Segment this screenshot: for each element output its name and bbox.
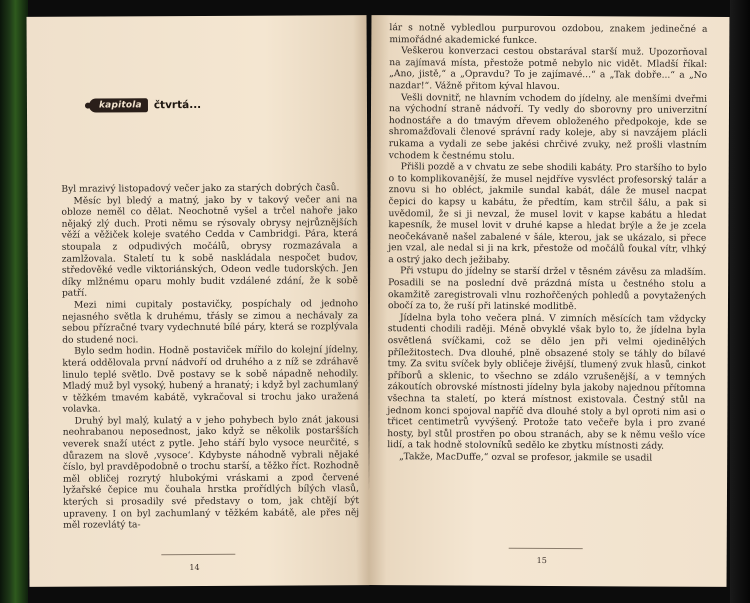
paragraph: Druhý byl malý, kulatý a v jeho pohybech bylo znát jakousi neohrabanou neposednost, jako když se několik postaršších veverek snaží utéct z pytle. Jeho stáří bylo vysoce neurčité, s důrazem na slově ‚vysoce‘. Kdybyste náhodně vybrali nějaké číslo, byl pravděpodobně o trochu starší, a těžko říct. Rozhodně měl obličej rozrytý hlubokými vráskami a zpod červené lyžařské čepice mu čouhala hrstka prořídlých bílých vlasů, kterých si prosadily své představy o tom, jak chtějí být upraveny. I on byl zachumlaný v těžkém kabátě, ale přes něj měl rozevlátý ta- xyxy=(62,415,360,531)
paragraph: Veškerou konverzaci cestou obstarával starší muž. Upozorňoval na zajímavá místa, přestože potmě nebylo nic vidět. Mladší říkal: „Ano, jistě,“ a „Opravdu? To je zajímavé...“ a „Tak dobře...“ a „No nazdar!“. Vážně přitom kýval hlavou. xyxy=(389,46,708,93)
page-number: 14 xyxy=(189,562,200,573)
paragraph: Bylo sedm hodin. Hodně postaviček mířilo do kolejní jídelny, která oddělovala první nádvoří od druhého a z níž se zdráhavě linulo teplé světlo. Dvě postavy se k sobě nápadně nehodily. Mladý muž byl vysoký, hubený a hranatý; i když byl zachumlaný v těžkém tmavém kabátě, vykračoval si trochu jako uražená volavka. xyxy=(62,345,359,415)
paragraph: Jídelna byla toho večera plná. V zimních měsících tam vždycky studenti chodili raději. Méně obvyklé však bylo to, že jídelna byla osvětlená svíčkami, což se dělo jen při velmi ojedinělých příležitostech. Dva dlouhé, plně obsazené stoly se táhly do bílavé tmy. Za svitu svíček byly obličeje živější, tlumený zvuk hlasů, cinkot příborů a sklenic, to všechno se zdálo vzrušenější, a v temných zákoutích obrovské místnosti jídelny byla jakoby najednou přítomna všechna ta staletí, po která místnost existovala. Čestný stůl na jednom konci spojoval napříč dva dlouhé stoly a byl oproti nim asi o třicet centimetrů vyvýšený. Protože tato večeře byla i pro zvané hosty, byl stůl prostřen po obou stranách, aby se k němu vešlo více lidí, a tak hodně stolovníků sedělo ke zbytku místnosti zády. xyxy=(387,313,706,452)
paragraph: „Takže, MacDuffe,“ ozval se profesor, jakmile se usadil xyxy=(399,452,653,464)
chapter-badge: kapitola xyxy=(89,98,148,112)
footer-rule xyxy=(161,554,235,555)
paragraph: Přišli pozdě a v chvatu ze sebe shodili kabáty. Pro staršího to bylo o to komplikovanější, že musel nejdříve vysvléct profesorský talár a znovu si ho obléct, jakmile sundal kabát, dále že musel nacpat čepici do kapsy u kabátu, že předtím, kam strčil šálu, a pak si uvědomil, že si ji nevzal, že musel lovit v kapse kabátu a hledat kapesník, že musel lovit v druhé kapse a hledat brýle a že je zcela neočekávaně našel zabalené v šále, kterou, jak se ukázalo, si přece jen vzal, ale nedal si ji na krk, přestože od močálů foukal vítr, vlhký a ostrý jako dech ježibaby. xyxy=(388,162,707,266)
right-page xyxy=(369,15,730,587)
paragraph: lár s notně vybledlou purpurovou ozdobou, znakem jedinečné a mimořádné akademické funkce. xyxy=(389,23,708,46)
left-page xyxy=(27,15,370,587)
paragraph: Mezi nimi cupitaly postavičky, pospíchaly od jednoho nejasného světla k druhému, třásly se zimou a nechávaly za sebou přízračné tvary vydechnuté bílé páry, která se rozplývala do studené noci. xyxy=(62,299,359,346)
paragraph: Při vstupu do jídelny se starší držel v těsném závěsu za mladším. Posadili se na poslední dvě prázdná místa u čestného stolu a okamžitě zaregistrovali vlnu rozhořčených pohledů a povytažených obočí za to, že ruší při latinské modlitbě. xyxy=(387,266,707,313)
cover-edge xyxy=(0,0,28,603)
footer-rule xyxy=(509,548,583,549)
left-body-text xyxy=(61,183,359,532)
chapter-heading xyxy=(89,98,201,113)
paragraph: Byl mrazivý listopadový večer jako za starých dobrých časů. xyxy=(61,183,340,195)
paragraph: Vešli dovnitř, ne hlavním vchodem do jídelny, ale menšími dveřmi na východní straně nádvoří. Ty vedly do sborovny pro univerzitní hodnostáře a do tmavým dřevem obloženého předpokoje, kde se shromažďovali členové správní rady koleje, aby si navzájem plácli rukama a vydali ze sebe jakési chrčivé zvuky, než prošli vlastním vchodem k čestnému stolu. xyxy=(388,92,708,162)
right-body-text xyxy=(387,23,707,465)
paragraph: Měsíc byl bledý a matný, jako by v takový večer ani na obloze neměl co dělat. Neochotně vyšel a trčel nahoře jako nějaký zlý duch. Proti němu se rýsovaly obrysy nejrůznějších věží a věžiček koleje svatého Cedda v Cambridgi. Pára, která stoupala z odpudivých močálů, obrysy rozmazávala a zamlžovala. Staletí tu k sobě naskládala nespočet budov, středověké vedle viktoriánských, Odeon vedle tudorských. Jen díky mlžnému oparu mohly budit vzdálené zdání, že k sobě patří. xyxy=(61,194,358,300)
right-edge xyxy=(730,0,750,603)
chapter-title: čtvrtá... xyxy=(153,98,202,112)
page-number: 15 xyxy=(536,555,547,565)
